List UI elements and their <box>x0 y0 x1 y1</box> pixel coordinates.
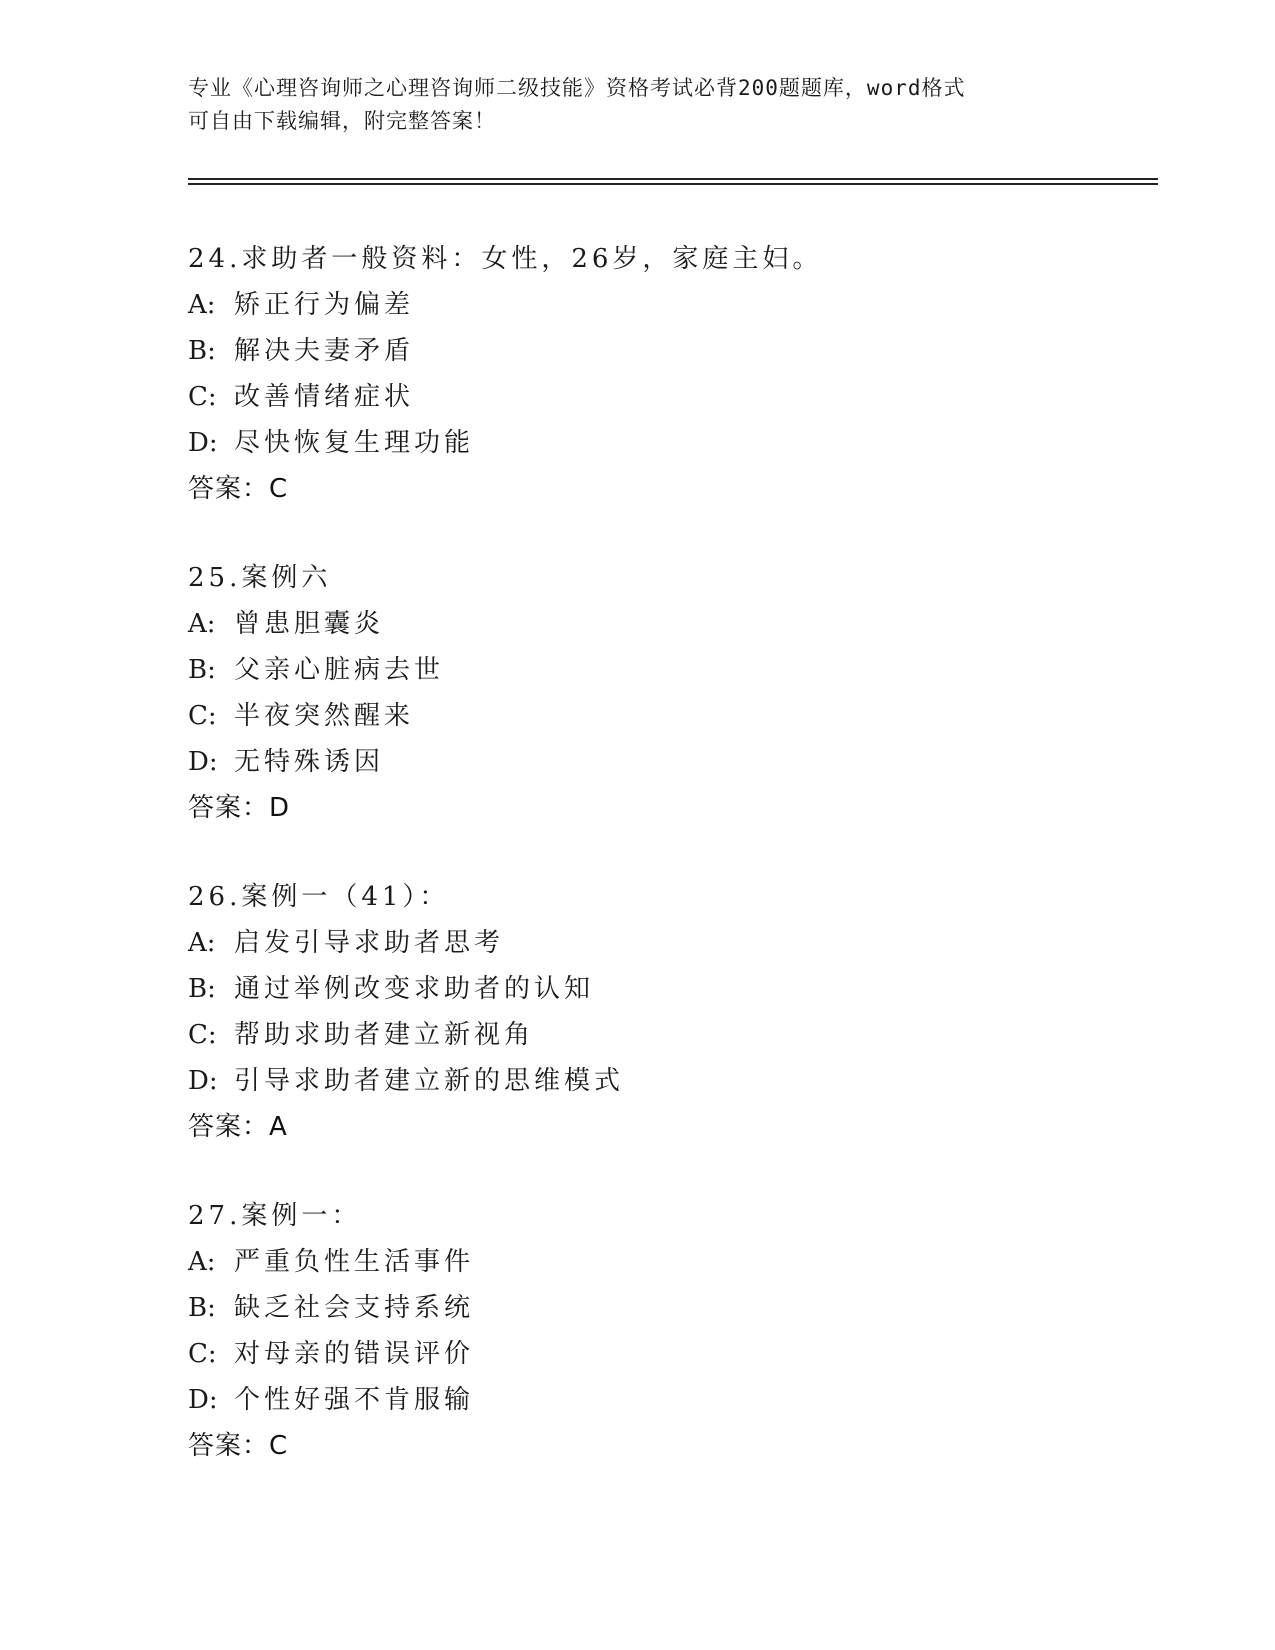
option-text: 半夜突然醒来 <box>234 701 415 731</box>
answer-line: 答案：A <box>188 1112 288 1142</box>
option-b <box>188 647 1148 693</box>
option-b <box>188 1285 1148 1331</box>
option-b <box>188 966 1148 1012</box>
option-letter: D: <box>188 1066 218 1096</box>
option-d <box>188 1058 1148 1104</box>
header-line-1: 专业《心理咨询师之心理咨询师二级技能》资格考试必背200题题库，word格式 <box>188 76 966 100</box>
option-a <box>188 1239 1148 1285</box>
option-d <box>188 420 1148 466</box>
option-text: 尽快恢复生理功能 <box>234 428 475 458</box>
option-letter: A: <box>188 609 216 639</box>
option-text: 对母亲的错误评价 <box>234 1339 475 1369</box>
option-letter: C: <box>188 1020 217 1050</box>
option-letter: A: <box>188 290 216 320</box>
option-letter: B: <box>188 336 216 366</box>
header-divider-bottom <box>188 183 1158 185</box>
option-c <box>188 693 1148 739</box>
option-letter: D: <box>188 1385 218 1415</box>
question-stem: 24.求助者一般资料：女性，26岁，家庭主妇。 <box>188 244 823 274</box>
option-letter: D: <box>188 747 218 777</box>
option-b <box>188 328 1148 374</box>
answer-line: 答案：C <box>188 1431 289 1461</box>
option-a <box>188 282 1148 328</box>
option-d <box>188 1377 1148 1423</box>
option-text: 父亲心脏病去世 <box>234 655 445 685</box>
option-text: 引导求助者建立新的思维模式 <box>234 1066 625 1096</box>
option-text: 矫正行为偏差 <box>234 290 415 320</box>
option-text: 个性好强不肯服输 <box>234 1385 475 1415</box>
option-a <box>188 920 1148 966</box>
option-c <box>188 374 1148 420</box>
question-25 <box>188 555 1148 831</box>
option-letter: C: <box>188 701 217 731</box>
option-letter: C: <box>188 382 217 412</box>
question-24 <box>188 236 1148 512</box>
option-letter: B: <box>188 655 216 685</box>
question-list <box>188 236 1148 1512</box>
option-text: 曾患胆囊炎 <box>234 609 385 639</box>
option-text: 通过举例改变求助者的认知 <box>234 974 595 1004</box>
header-line-2: 可自由下载编辑，附完整答案！ <box>188 109 496 133</box>
option-text: 无特殊诱因 <box>234 747 385 777</box>
option-letter: B: <box>188 974 216 1004</box>
option-a <box>188 601 1148 647</box>
question-stem: 27.案例一： <box>188 1201 362 1231</box>
option-text: 启发引导求助者思考 <box>234 928 505 958</box>
option-text: 严重负性生活事件 <box>234 1247 475 1277</box>
answer-line: 答案：D <box>188 793 291 823</box>
option-letter: C: <box>188 1339 217 1369</box>
option-letter: D: <box>188 428 218 458</box>
option-text: 帮助求助者建立新视角 <box>234 1020 535 1050</box>
question-stem: 25.案例六 <box>188 563 332 593</box>
option-text: 解决夫妻矛盾 <box>234 336 415 366</box>
document-header <box>188 72 1088 138</box>
option-c <box>188 1012 1148 1058</box>
option-letter: A: <box>188 1247 216 1277</box>
answer-line: 答案：C <box>188 474 289 504</box>
option-letter: A: <box>188 928 216 958</box>
option-text: 缺乏社会支持系统 <box>234 1293 475 1323</box>
option-c <box>188 1331 1148 1377</box>
question-26 <box>188 874 1148 1150</box>
header-divider-top <box>188 178 1158 180</box>
option-d <box>188 739 1148 785</box>
option-letter: B: <box>188 1293 216 1323</box>
question-27 <box>188 1193 1148 1469</box>
option-text: 改善情绪症状 <box>234 382 415 412</box>
question-stem: 26.案例一（41）： <box>188 882 450 912</box>
